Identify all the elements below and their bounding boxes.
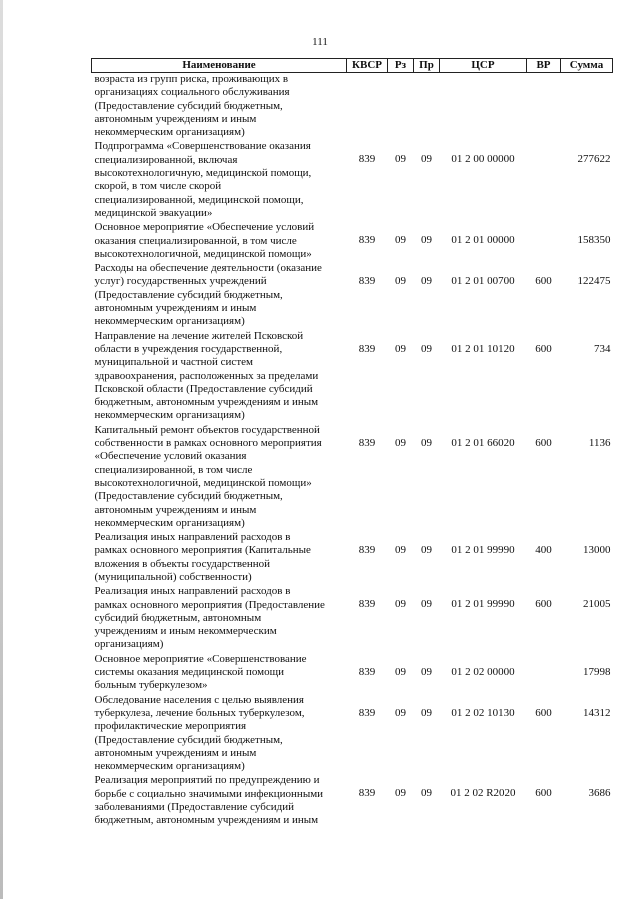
cell-sum: 734 bbox=[594, 342, 611, 355]
cell-kvsr: 839 bbox=[358, 275, 376, 288]
cell-name-line: бюджетным, автономным учреждениям и иным bbox=[94, 814, 319, 827]
cell-kvsr: 839 bbox=[358, 436, 376, 449]
table-row bbox=[92, 585, 613, 652]
cell-vr: 600 bbox=[535, 706, 552, 719]
table-row bbox=[92, 140, 613, 221]
cell-name-line: заболеваниями (Предоставление субсидий bbox=[94, 801, 294, 814]
cell-name-line: возраста из групп риска, проживающих в bbox=[94, 73, 289, 85]
cell-vr bbox=[527, 73, 561, 141]
cell-name-line: некоммерческим организациям) bbox=[94, 516, 245, 529]
cell-vr: 600 bbox=[535, 275, 552, 288]
cell-kvsr: 839 bbox=[358, 787, 376, 800]
cell-name-line: высокотехнологичную, медицинской помощи, bbox=[94, 167, 312, 180]
cell-name-line: Реализация мероприятий по предупреждению и bbox=[94, 774, 320, 787]
cell-name-line: рамках основного мероприятия (Предоставление bbox=[94, 598, 325, 611]
cell-kvsr: 839 bbox=[358, 665, 376, 678]
cell-rz: 09 bbox=[395, 706, 406, 719]
cell-csr: 01 2 02 R2020 bbox=[450, 787, 516, 800]
column-header-csr: ЦСР bbox=[440, 59, 527, 73]
cell-kvsr bbox=[347, 73, 388, 141]
table-row bbox=[92, 424, 613, 531]
cell-csr: 01 2 02 10130 bbox=[451, 706, 515, 719]
cell-name-line: Основное мероприятие «Обеспечение условий bbox=[94, 221, 315, 234]
cell-name-line: Реализация иных направлений расходов в bbox=[94, 585, 291, 598]
cell-vr bbox=[527, 653, 561, 694]
cell-name-line: Обследование населения с целью выявления bbox=[94, 693, 304, 706]
cell-csr bbox=[440, 73, 527, 141]
cell-csr: 01 2 01 99990 bbox=[451, 598, 515, 611]
cell-sum: 277622 bbox=[577, 153, 611, 166]
cell-sum bbox=[561, 73, 613, 141]
cell-name-line: субсидий бюджетным, автономным bbox=[94, 611, 262, 624]
cell-pr: 09 bbox=[421, 706, 432, 719]
cell-vr: 600 bbox=[535, 342, 552, 355]
cell-name-line: туберкулеза, лечение больных туберкулезом, bbox=[94, 706, 305, 719]
cell-csr: 01 2 01 66020 bbox=[451, 436, 515, 449]
cell-name-line: (Предоставление субсидий бюджетным, bbox=[94, 288, 283, 301]
cell-pr: 09 bbox=[421, 234, 432, 247]
cell-pr: 09 bbox=[421, 153, 432, 166]
cell-name bbox=[92, 330, 347, 424]
cell-sum: 1136 bbox=[588, 436, 611, 449]
cell-pr: 09 bbox=[421, 275, 432, 288]
cell-name-line: услуг) государственных учреждений bbox=[94, 275, 267, 288]
cell-name bbox=[92, 531, 347, 585]
cell-name-line: некоммерческим организациям) bbox=[94, 760, 245, 773]
cell-sum: 3686 bbox=[588, 787, 611, 800]
cell-name-line: Направление на лечение жителей Псковской bbox=[94, 329, 304, 342]
cell-pr: 09 bbox=[421, 598, 432, 611]
cell-csr: 01 2 01 10120 bbox=[451, 342, 515, 355]
table-row bbox=[92, 73, 613, 141]
cell-name-line: области в учреждения государственной, bbox=[94, 342, 283, 355]
budget-table bbox=[91, 58, 613, 829]
cell-name-line: муниципальной и частной систем bbox=[94, 356, 253, 369]
cell-vr: 400 bbox=[535, 544, 552, 557]
cell-vr bbox=[527, 140, 561, 221]
cell-name-line: специализированной, в том числе bbox=[94, 463, 253, 476]
cell-csr: 01 2 02 00000 bbox=[451, 665, 515, 678]
cell-name-line: здравоохранения, расположенных за пределами bbox=[94, 369, 319, 382]
column-header-pr: Пр bbox=[414, 59, 440, 73]
cell-name-line: вложения в объекты государственной bbox=[94, 557, 271, 570]
cell-name-line: Подпрограмма «Совершенствование оказания bbox=[94, 140, 311, 153]
cell-csr: 01 2 01 99990 bbox=[451, 544, 515, 557]
cell-csr: 01 2 01 00000 bbox=[451, 234, 515, 247]
cell-kvsr: 839 bbox=[358, 598, 376, 611]
cell-name-line: скорой, в том числе скорой bbox=[94, 180, 222, 193]
cell-name-line: автономным учреждениям и иным bbox=[94, 503, 257, 516]
cell-rz: 09 bbox=[395, 544, 406, 557]
cell-pr: 09 bbox=[421, 436, 432, 449]
cell-name-line: бюджетным, автономным учреждениям и иным bbox=[94, 396, 319, 409]
cell-name bbox=[92, 140, 347, 221]
cell-sum: 158350 bbox=[577, 234, 611, 247]
cell-csr: 01 2 00 00000 bbox=[451, 153, 515, 166]
cell-vr: 600 bbox=[535, 436, 552, 449]
cell-name-line: автономным учреждениям и иным bbox=[94, 746, 257, 759]
cell-name bbox=[92, 774, 347, 828]
cell-rz: 09 bbox=[395, 153, 406, 166]
cell-name-line: высокотехнологичной, медицинской помощи» bbox=[94, 476, 312, 489]
cell-kvsr: 839 bbox=[358, 544, 376, 557]
cell-vr: 600 bbox=[535, 787, 552, 800]
cell-name-line: некоммерческим организациям) bbox=[94, 409, 245, 422]
cell-name-line: медицинской эвакуации» bbox=[94, 206, 213, 219]
table-row bbox=[92, 694, 613, 775]
cell-rz bbox=[388, 73, 414, 141]
column-header-rz: Рз bbox=[388, 59, 414, 73]
cell-sum: 122475 bbox=[577, 275, 611, 288]
cell-name bbox=[92, 694, 347, 775]
cell-name-line: Капитальный ремонт объектов государственной bbox=[94, 423, 320, 436]
cell-name-line: организациях социального обслуживания bbox=[94, 86, 290, 99]
table-header-row bbox=[92, 59, 613, 73]
cell-rz: 09 bbox=[395, 275, 406, 288]
cell-rz: 09 bbox=[395, 787, 406, 800]
cell-name-line: Расходы на обеспечение деятельности (оказание bbox=[94, 262, 322, 275]
cell-name-line: (Предоставление субсидий бюджетным, bbox=[94, 490, 283, 503]
cell-pr bbox=[414, 73, 440, 141]
cell-name-line: системы оказания медицинской помощи bbox=[94, 666, 284, 679]
column-header-sum: Сумма bbox=[561, 59, 613, 73]
cell-name-line: специализированной, медицинской помощи, bbox=[94, 193, 304, 206]
table-body bbox=[92, 73, 613, 829]
table-row bbox=[92, 531, 613, 585]
table-row bbox=[92, 221, 613, 262]
cell-name-line: оказания специализированной, в том числе bbox=[94, 234, 297, 247]
table-row bbox=[92, 653, 613, 694]
page-edge-shadow bbox=[0, 0, 3, 899]
table-row bbox=[92, 330, 613, 424]
cell-name-line: борьбе с социально значимыми инфекционными bbox=[94, 787, 324, 800]
cell-name-line: профилактические мероприятия bbox=[94, 720, 247, 733]
cell-sum: 13000 bbox=[583, 544, 611, 557]
cell-sum: 17998 bbox=[583, 665, 611, 678]
cell-sum: 14312 bbox=[583, 706, 611, 719]
cell-rz: 09 bbox=[395, 665, 406, 678]
cell-pr: 09 bbox=[421, 544, 432, 557]
cell-pr: 09 bbox=[421, 787, 432, 800]
cell-name-line: «Обеспечение условий оказания bbox=[94, 450, 247, 463]
page-number: 111 bbox=[312, 36, 328, 48]
cell-rz: 09 bbox=[395, 342, 406, 355]
cell-csr: 01 2 01 00700 bbox=[451, 275, 515, 288]
cell-name-line: автономным учреждениям и иным bbox=[94, 302, 257, 315]
cell-name bbox=[92, 221, 347, 262]
cell-name-line: Основное мероприятие «Совершенствование bbox=[94, 652, 307, 665]
cell-pr: 09 bbox=[421, 665, 432, 678]
cell-name bbox=[92, 73, 347, 141]
cell-name-line: организациям) bbox=[94, 638, 164, 651]
cell-kvsr: 839 bbox=[358, 234, 376, 247]
column-header-name: Наименование bbox=[92, 59, 347, 73]
cell-name-line: (муниципальной) собственности) bbox=[94, 570, 252, 583]
column-header-vr: ВР bbox=[527, 59, 561, 73]
cell-name bbox=[92, 653, 347, 694]
cell-name bbox=[92, 585, 347, 652]
cell-kvsr: 839 bbox=[358, 153, 376, 166]
cell-name-line: учреждениям и иным некоммерческим bbox=[94, 625, 277, 638]
cell-name-line: Псковской области (Предоставление субсидий bbox=[94, 382, 313, 395]
cell-rz: 09 bbox=[395, 436, 406, 449]
cell-name-line: (Предоставление субсидий бюджетным, bbox=[94, 733, 283, 746]
table-row bbox=[92, 262, 613, 329]
cell-name-line: специализированной, включая bbox=[94, 153, 238, 166]
cell-name-line: Реализация иных направлений расходов в bbox=[94, 531, 291, 544]
cell-pr: 09 bbox=[421, 342, 432, 355]
cell-name bbox=[92, 424, 347, 531]
cell-name-line: рамках основного мероприятия (Капитальные bbox=[94, 544, 311, 557]
column-header-kvsr: КВСР bbox=[347, 59, 388, 73]
cell-name-line: некоммерческим организациям) bbox=[94, 126, 245, 139]
cell-name-line: собственности в рамках основного мероприятия bbox=[94, 437, 322, 450]
cell-name bbox=[92, 262, 347, 329]
cell-name-line: автономным учреждениям и иным bbox=[94, 112, 257, 125]
cell-name-line: больным туберкулезом» bbox=[94, 679, 208, 692]
cell-kvsr: 839 bbox=[358, 706, 376, 719]
cell-sum: 21005 bbox=[583, 598, 611, 611]
cell-name-line: некоммерческим организациям) bbox=[94, 315, 245, 328]
cell-name-line: (Предоставление субсидий бюджетным, bbox=[94, 99, 283, 112]
table-row bbox=[92, 774, 613, 828]
cell-rz: 09 bbox=[395, 598, 406, 611]
cell-vr bbox=[527, 221, 561, 262]
cell-kvsr: 839 bbox=[358, 342, 376, 355]
cell-rz: 09 bbox=[395, 234, 406, 247]
cell-vr: 600 bbox=[535, 598, 552, 611]
cell-name-line: высокотехнологичной, медицинской помощи» bbox=[94, 247, 312, 260]
